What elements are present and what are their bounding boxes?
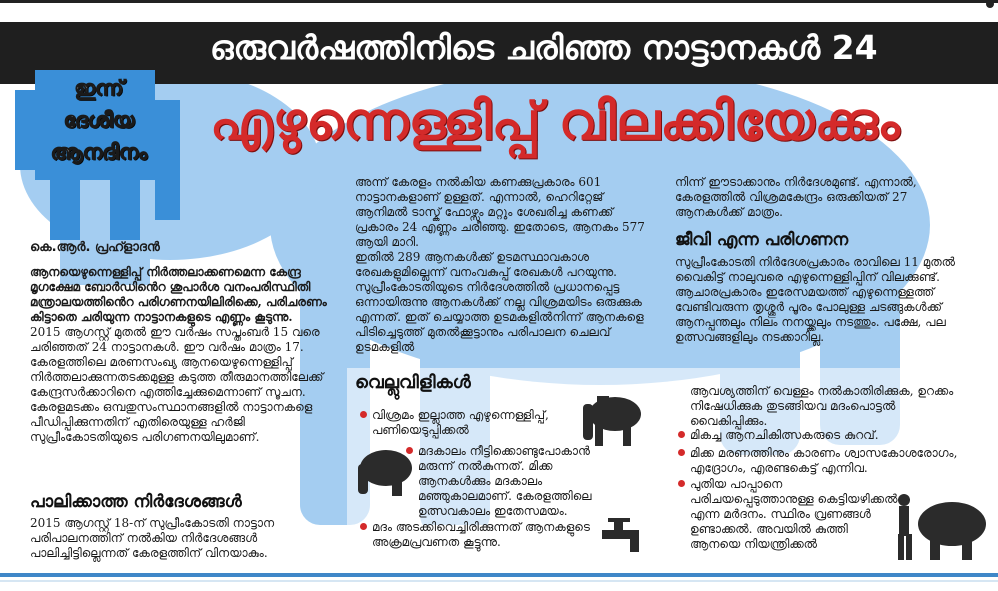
challenge-item	[372, 408, 592, 438]
bullet-icon	[678, 431, 685, 438]
column-1-subhead: പാലിക്കാത്ത നിർദേശങ്ങൾ	[30, 492, 242, 512]
column-2-paragraph: ഇതിൽ 289 ആനകൾക്ക് ഉടമസ്ഥാവകാശ രേഖകളുമില്ലെന്ന് വനംവകുപ്പ് രേഖകൾ പറയുന്നു. സുപ്രീംകോടതിയുടെ നിർദേശത്തിൽ പ്രധാനപ്പെട്ട ഒന്നായിരുന്നു ആനകൾക്ക് നല്ല വിശ്രമയിടം ഒരുക്കുക എന്നത്. ഇത് ചെയ്യാത്ത ഉടമകളിൽനിന്ന് ആനകളെ പിടിച്ചെടുത്ത് മുതൽക്കൂട്ടാനും പരിപാലന ചെലവ് ഉടമകളിൽ	[355, 250, 644, 354]
standing-elephant-icon	[575, 392, 645, 450]
bullet-icon	[360, 523, 367, 530]
top-rule	[0, 0, 998, 3]
column-1-paragraph: ആനയെഴുന്നെള്ളിപ്പ് നിർത്തലാക്കണമെന്ന കേന്ദ്ര മൃഗക്ഷേമ ബോർഡിൻെറ ശുപാർശ വനംപരിസ്ഥിതി മന്ത്രാലയത്തിൻെറ പരിഗണനയിലിരിക്കെ, പരിചരണം കിട്ടാതെ ചരിയുന്ന നാട്ടാനകളുടെ എണ്ണം കൂടുന്നു.	[30, 265, 327, 324]
challenge-item	[372, 520, 592, 550]
challenge-item	[690, 477, 900, 552]
bullet-icon	[678, 480, 685, 487]
challenge-item	[418, 444, 618, 519]
mahout-elephant-icon	[890, 490, 990, 562]
challenges-title: വെല്ലുവിളികൾ	[355, 372, 471, 393]
column-3-body: സുപ്രീംകോടതി നിർദേശപ്രകാരം രാവിലെ 11 മുതൽ വൈകിട്ട് നാലുവരെ എഴുന്നെള്ളിപ്പിന് വിലക്കുണ്ട്. ആചാരപ്രകാരം ഇരേസമയത്ത് എഴുന്നെള്ളത്ത് വേണ്ടിവരുന്ന തൃശ്ശൂർ പൂരം പോലുള്ള ചടങ്ങുകൾക്ക് ആനപ്പന്തലും നിലം നനയ്ക്കലും നടത്തും. പക്ഷേ, പല ഉത്സവങ്ങളിലും നടക്കാറില്ല.	[675, 255, 956, 344]
bullet-icon	[360, 411, 367, 418]
challenge-item	[690, 384, 970, 429]
challenge-text: പുതിയ പാപ്പാനെ പരിചയപ്പെടുത്താനുള്ള കെട്ടിയഴിക്കൽ എന്ന മർദനം. സ്ഥിരം വ്രണങ്ങൾ ഉണ്ടാക്കൽ. അവയിൽ കുത്തി ആനയെ നിയന്ത്രിക്കൽ	[690, 477, 898, 551]
column-1-after-subhead: 2015 ആഗസ്റ്റ് 18-ന് സുപ്രീംകോടതി നാട്ടാന പരിപാലനത്തിന് നൽകിയ നിർദേശങ്ങൾ പാലിച്ചിട്ടില്ലെന്നത് കേരളത്തിന് വിനയാകും.	[30, 516, 275, 560]
challenge-item	[690, 428, 970, 443]
column-2-paragraph: അന്ന് കേരളം നൽകിയ കണക്കുപ്രകാരം 601 നാട്ടാനകളാണ് ഉള്ളത്. എന്നാൽ, ഹെറിറ്റേജ് ആനിമൽ ടാസ്ക് ഫോഴ്സും മറ്റും ശേഖരിച്ച കണക്ക് പ്രകാരം 24 എണ്ണം ചരിഞ്ഞു. ഇതോടെ, ആനകം 577 ആയി മാറി.	[355, 175, 645, 249]
top-corner-dot	[986, 0, 994, 8]
column-1	[30, 265, 330, 445]
column-2	[355, 175, 655, 355]
side-label-line-3: ആനദിനം	[50, 140, 148, 164]
column-3-lead: നിന്ന് ഈടാക്കാനും നിർദേശമുണ്ട്. എന്നാൽ, കേരളത്തിൽ വിശ്രമകേന്ദ്രം ഒരുക്കിയത് 27 ആനകൾക്ക് മാത്രം.	[675, 175, 917, 219]
bullet-icon	[678, 449, 685, 456]
challenge-text: ആവശ്യത്തിന് വെള്ളം നൽകാതിരിക്കുക, ഉറക്കം നിഷേധിക്കുക തുടങ്ങിയവ മദംപൊട്ടൽ വൈകിപ്പിക്കും.	[690, 384, 954, 428]
challenge-text: മികച്ച ആനചികിത്സകരുടെ കുറവ്.	[690, 428, 879, 442]
challenge-item	[690, 446, 970, 476]
bottom-rule-light	[0, 580, 998, 582]
challenge-text: മിക്ക മരണത്തിനും കാരണം ശ്വാസകോശരോഗം, എദ്രോഗം, എരണ്ടകെട്ട് എന്നിവ.	[690, 446, 958, 475]
side-label-line-2: ദേശീയ	[63, 108, 135, 132]
challenge-text: മദകാലം നീട്ടിക്കൊണ്ടുപോകാൻ മരുന്ന് നൽകുന്നത്. മിക്ക ആനകൾക്കും മദകാലം മഞ്ഞുകാലമാണ്. കേരളത്തിലെ ഉത്സവകാലം ഇതേസമയം.	[418, 444, 592, 518]
challenge-text: വിശ്രമം ഇല്ലാത്ത എഴുന്നെള്ളിപ്പ്, പണിയെടുപ്പിക്കൽ	[372, 408, 549, 437]
main-headline: എഴുന്നെള്ളിപ്പ് വിലക്കിയേക്കും	[210, 92, 900, 152]
column-1-paragraph: 2015 ആഗസ്റ്റ് മുതൽ ഈ വർഷം സപ്തംബർ 15 വരെ ചരിഞ്ഞത് 24 നാട്ടാനകൾ. ഈ വർഷം മാത്രം 17. കേരളത്തിലെ മരണസംഖ്യ ആനയെഴുന്നെള്ളിപ്പ് നിർത്തലാക്കുന്നതടക്കമുള്ള കടുത്ത തീരുമാനത്തിലേക്ക് കേന്ദ്രസർക്കാറിനെ എത്തിച്ചേക്കുമെന്നാണ് സൂചന. കേരളമടക്കം ഒമ്പതുസംസ്ഥാനങ്ങളിൽ നാട്ടാനകളെ പീഡിപ്പിക്കുന്നതിന് എതിരെയുള്ള ഹർജി സുപ്രീംകോടതിയുടെ പരിഗണനയിലുമാണ്.	[30, 325, 324, 444]
side-label-line-1: ഇന്ന്	[74, 76, 124, 100]
bottom-rule	[0, 573, 998, 577]
byline: കെ.ആർ. പ്രഹ്ളാദൻ	[30, 240, 160, 255]
challenge-text: മദം അടക്കിവെച്ചിരിക്കുന്നത് ആനകളുടെ അക്രമപ്രവണത കൂട്ടുന്നു.	[372, 520, 590, 549]
side-label	[24, 72, 174, 168]
lying-elephant-icon	[352, 442, 416, 498]
headline-banner-text: ഒരുവർഷത്തിനിടെ ചരിഞ്ഞ നാട്ടാനകൾ 24	[210, 28, 878, 67]
column-3-subhead: ജീവി എന്ന പരിഗണന	[675, 230, 849, 250]
water-tap-icon	[598, 518, 652, 558]
